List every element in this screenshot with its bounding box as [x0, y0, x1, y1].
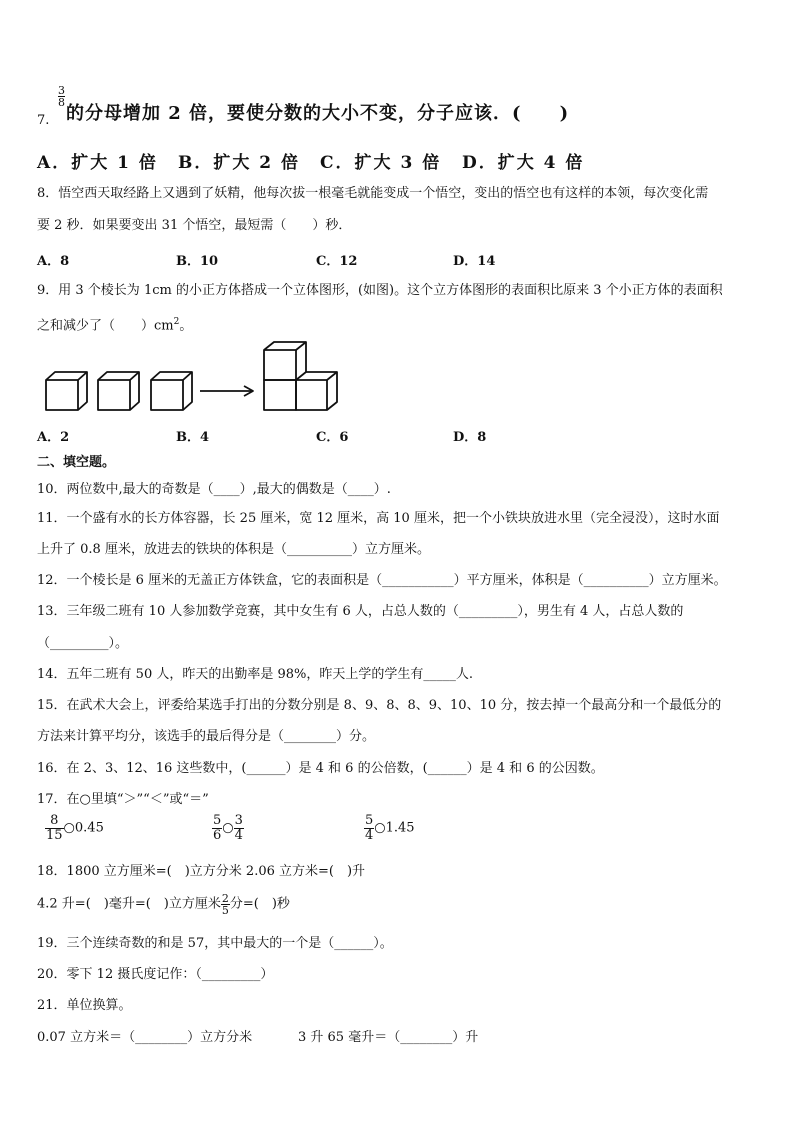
small-cube-2 — [98, 372, 139, 410]
q17-item2-denominator: 6 — [213, 828, 222, 843]
q17-item1-compare: ○0.45 — [63, 820, 104, 836]
q18-line2-text: 4.2 升=( )毫升=( )立方厘米 — [37, 896, 221, 912]
q17-item1-denominator: 15 — [46, 828, 63, 843]
q18-fraction-numerator: 2 — [221, 892, 229, 905]
q9-option-c: C．6 — [316, 430, 349, 445]
q17-item2-numerator: 5 — [213, 813, 222, 828]
q8-option-b: B．10 — [176, 254, 219, 269]
q9-line2 — [37, 314, 192, 334]
q7-number: 7. — [37, 113, 50, 128]
q20-text: 20．零下 12 摄氏度记作：（_________） — [37, 967, 274, 982]
q18-line1: 18．1800 立方厘米=( )立方分米 2.06 立方米=( )升 — [37, 864, 366, 879]
q9-line2-end: 。 — [179, 318, 193, 334]
q14-text: 14．五年二班有 50 人，昨天的出勤率是 98%，昨天上学的学生有_____人. — [37, 667, 474, 682]
q8-line2: 要 2 秒．如果要变出 31 个悟空，最短需（ ）秒． — [37, 218, 352, 233]
q9-cube-figure — [40, 340, 340, 415]
q7-fraction-denominator: 8 — [58, 96, 65, 109]
q8-option-c: C．12 — [316, 254, 358, 269]
q7-option-a: A．扩大 1 倍 — [37, 153, 158, 173]
q7-text: 的分母增加 2 倍，要使分数的大小不变，分子应该．( ) — [66, 103, 570, 124]
q21-item-a: 0.07 立方米＝（________）立方分米 — [37, 1030, 253, 1045]
q7-option-c: C．扩大 3 倍 — [320, 153, 442, 173]
q17-item3-denominator: 4 — [365, 828, 374, 843]
q17-item-1 — [45, 814, 104, 843]
q18-fraction-denominator: 5 — [221, 904, 229, 917]
q12-text: 12．一个棱长是 6 厘米的无盖正方体铁盒，它的表面积是（___________）平方厘米，体积是（__________）立方厘米。 — [37, 573, 727, 588]
q17-item1-numerator: 8 — [45, 814, 64, 829]
q10-text: 10．两位数中,最大的奇数是（____）,最大的偶数是（____）. — [37, 482, 391, 497]
q7-fraction-numerator: 3 — [58, 84, 65, 97]
combined-cube-shape — [264, 342, 337, 410]
q17-item1-fraction — [45, 814, 64, 843]
q11-line1: 11．一个盛有水的长方体容器，长 25 厘米，宽 12 厘米，高 10 厘米，把一个小铁块放进水里（完全浸没），这时水面 — [37, 511, 720, 526]
q17-item3-fraction — [364, 814, 374, 843]
q21-text: 21．单位换算。 — [37, 998, 132, 1013]
q9-line2-text: 之和减少了（ ）cm — [37, 318, 174, 334]
small-cube-1 — [46, 372, 87, 410]
q17-item3-numerator: 5 — [365, 813, 374, 828]
q17-item-3 — [364, 814, 415, 843]
arrow-right-icon — [200, 386, 253, 396]
q17-item3-compare: ○1.45 — [374, 820, 415, 836]
section-2-heading: 二、填空题。 — [37, 455, 116, 470]
q15-line2: 方法来计算平均分，该选手的最后得分是（________）分。 — [37, 729, 376, 744]
q17-text: 17．在○里填“＞”“＜”或“＝” — [37, 792, 209, 807]
q13-line2: （_________）。 — [37, 636, 129, 651]
q17-item2-denominator2: 4 — [234, 828, 243, 843]
q17-item2-fraction-left — [212, 814, 222, 843]
q17-item2-numerator2: 3 — [234, 813, 243, 828]
q18-line2-end: 分=( )秒 — [229, 896, 290, 912]
q17-item2-circle: ○ — [222, 820, 234, 836]
q19-text: 19．三个连续奇数的和是 57，其中最大的一个是（______）。 — [37, 936, 393, 951]
q7-option-d: D．扩大 4 倍 — [462, 153, 585, 173]
q13-line1: 13．三年级二班有 10 人参加数学竞赛，其中女生有 6 人，占总人数的（_________），男生有 4 人，占总人数的 — [37, 604, 684, 619]
q9-option-d: D．8 — [453, 430, 487, 445]
q7-fraction — [58, 85, 65, 108]
q8-option-a: A．8 — [37, 254, 70, 269]
q8-option-d: D．14 — [453, 254, 496, 269]
q18-line2 — [37, 893, 290, 916]
q9-option-b: B．4 — [176, 430, 210, 445]
q9-line1: 9．用 3 个棱长为 1cm 的小正方体搭成一个立体图形，(如图)。这个立方体图形的表面积比原来 3 个小正方体的表面积 — [37, 283, 723, 298]
q17-item-2 — [212, 814, 244, 843]
q9-option-a: A．2 — [37, 430, 70, 445]
q7-option-b: B．扩大 2 倍 — [178, 153, 301, 173]
q21-item-b: 3 升 65 毫升＝（________）升 — [298, 1030, 479, 1045]
q18-fraction — [221, 893, 230, 916]
q8-line1: 8．悟空西天取经路上又遇到了妖精，他每次拔一根毫毛就能变成一个悟空，变出的悟空也有这样的本领，每次变化需 — [37, 186, 709, 201]
small-cube-3 — [151, 372, 192, 410]
q11-line2: 上升了 0.8 厘米，放进去的铁块的体积是（__________）立方厘米。 — [37, 542, 430, 557]
q15-line1: 15．在武术大会上，评委给某选手打出的分数分别是 8、9、8、8、9、10、10 分，按去掉一个最高分和一个最低分的 — [37, 698, 722, 713]
q16-text: 16．在 2、3、12、16 这些数中，(______）是 4 和 6 的公倍数，(______）是 4 和 6 的公因数。 — [37, 761, 604, 776]
q9-unit-exponent: 2 — [173, 317, 180, 327]
q17-item2-fraction-right — [234, 814, 244, 843]
